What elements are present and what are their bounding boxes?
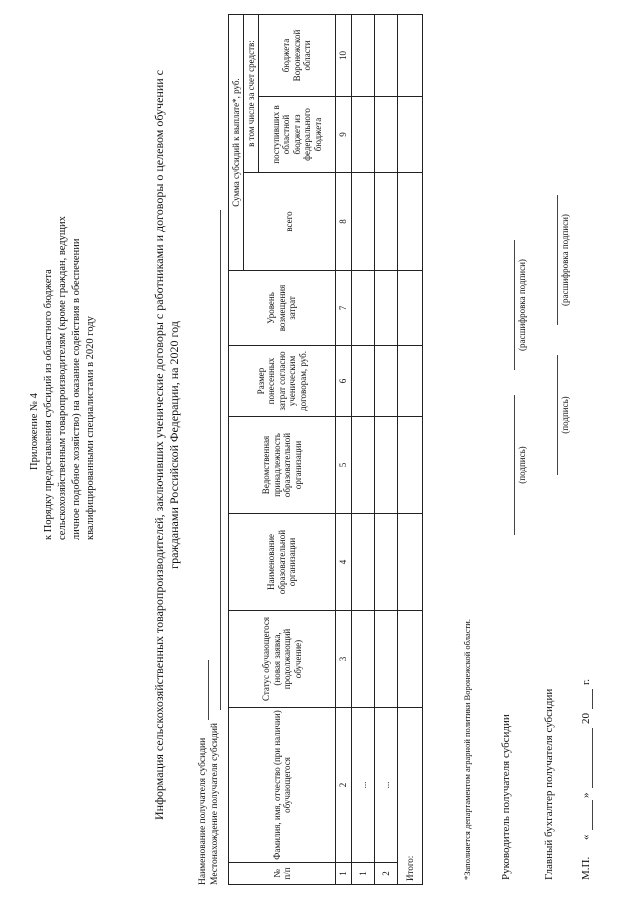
mp-label: М.П. [580, 856, 592, 880]
column-number: 4 [336, 514, 352, 611]
table-row [352, 15, 375, 885]
header-costs: Размер понесенных затрат согласно ученическим договорам, руб. [229, 346, 336, 417]
appendix-line: к Порядку предоставления субсидий из областного бюджета [43, 269, 54, 540]
table-cell [398, 611, 423, 708]
head-decode-line [514, 240, 515, 370]
document-title [152, 30, 182, 860]
table-cell [375, 611, 398, 708]
table-cell [375, 514, 398, 611]
header-level: Уровень возмещения затрат [229, 271, 336, 346]
appendix-line: сельскохозяйственным товаропроизводителям (кроме граждан, ведущих [57, 216, 68, 540]
header-sum-group: Сумма субсидий к выплате*, руб. [229, 15, 244, 271]
year-prefix: 20 [580, 713, 592, 724]
header-status: Статус обучающегося (новая заявка, продолжающий обучение) [229, 611, 336, 708]
table-cell [375, 417, 398, 514]
head-signature-label: Руководитель получателя субсидии [500, 714, 512, 880]
header-incl-group: в том числе за счет средств: [244, 15, 259, 173]
column-number: 5 [336, 417, 352, 514]
column-number: 1 [336, 863, 352, 885]
date-close-quote: » [580, 792, 592, 798]
column-number: 8 [336, 173, 352, 271]
recipient-location-label: Местонахождение получателя субсидий [210, 723, 220, 885]
table-cell [352, 15, 375, 97]
header-regional: бюджета Воронежской области [259, 15, 336, 97]
row-num: 2 [375, 863, 398, 885]
total-row [398, 15, 423, 885]
recipient-name-label: Наименование получателя субсидии [198, 737, 208, 885]
table-cell [398, 417, 423, 514]
table-cell [375, 97, 398, 173]
header-num: № п/п [229, 863, 336, 885]
header-total: всего [244, 173, 336, 271]
column-number: 7 [336, 271, 352, 346]
appendix-line: квалифицированными специалистами в 2020 году [85, 316, 96, 540]
table-cell [352, 514, 375, 611]
accountant-decode-caption: (расшифровка подписи) [560, 214, 570, 306]
table-cell [398, 15, 423, 97]
accountant-signature-label: Главный бухгалтер получателя субсидии [543, 688, 555, 880]
head-sign-caption: (подпись) [517, 446, 527, 484]
table-cell [352, 346, 375, 417]
title-line: гражданами Российской Федерации, на 2020 год [167, 321, 181, 569]
row-fio: ... [352, 708, 375, 863]
recipient-location-line [220, 210, 221, 710]
accountant-sign-caption: (подпись) [560, 396, 570, 434]
table-cell [375, 346, 398, 417]
table-cell [352, 173, 375, 271]
table-cell [398, 514, 423, 611]
header-federal: поступивших в областной бюджет из федерального бюджета [259, 97, 336, 173]
date-month-line [592, 728, 593, 788]
accountant-sign-line [557, 355, 558, 475]
table-cell [375, 15, 398, 97]
table-cell [375, 271, 398, 346]
column-number: 6 [336, 346, 352, 417]
column-number: 3 [336, 611, 352, 708]
head-sign-line [514, 395, 515, 535]
header-dept: Ведомственная принадлежность образовательной организации [229, 417, 336, 514]
column-number: 2 [336, 708, 352, 863]
table-cell [352, 97, 375, 173]
row-num: 1 [352, 863, 375, 885]
year-suffix: г. [580, 678, 592, 685]
table-cell [352, 271, 375, 346]
row-fio: ... [375, 708, 398, 863]
table-cell [375, 173, 398, 271]
date-day-line [592, 800, 593, 830]
table-cell [398, 97, 423, 173]
appendix-line: личное подобное хозяйство) на оказание содействия в обеспечении [71, 238, 82, 540]
recipient-name-line [208, 660, 209, 720]
table-cell [352, 417, 375, 514]
table-cell [352, 611, 375, 708]
head-decode-caption: (расшифровка подписи) [517, 259, 527, 351]
table-cell [398, 271, 423, 346]
header-fio: Фамилия, имя, отчество (при наличии) обучающегося [229, 708, 336, 863]
date-open-quote: « [580, 834, 592, 840]
subsidy-table [228, 14, 423, 885]
table-cell [398, 173, 423, 271]
appendix-header [28, 20, 98, 540]
appendix-number: Приложение № 4 [29, 393, 40, 470]
total-label: Итого: [398, 708, 423, 885]
table-cell [398, 346, 423, 417]
footnote: *Заполняется департаментом аграрной политики Воронежской области. [462, 619, 472, 880]
title-line: Информация сельскохозяйственных товаропроизводителей, заключивших ученические договоры с работниками и договоры о целевом обучении с [152, 70, 166, 820]
header-org-name: Наименование образовательной организации [229, 514, 336, 611]
accountant-decode-line [557, 195, 558, 325]
column-number: 10 [336, 15, 352, 97]
date-year-line [592, 689, 593, 709]
column-number: 9 [336, 97, 352, 173]
column-numbers-row [336, 15, 352, 885]
table-row [375, 15, 398, 885]
